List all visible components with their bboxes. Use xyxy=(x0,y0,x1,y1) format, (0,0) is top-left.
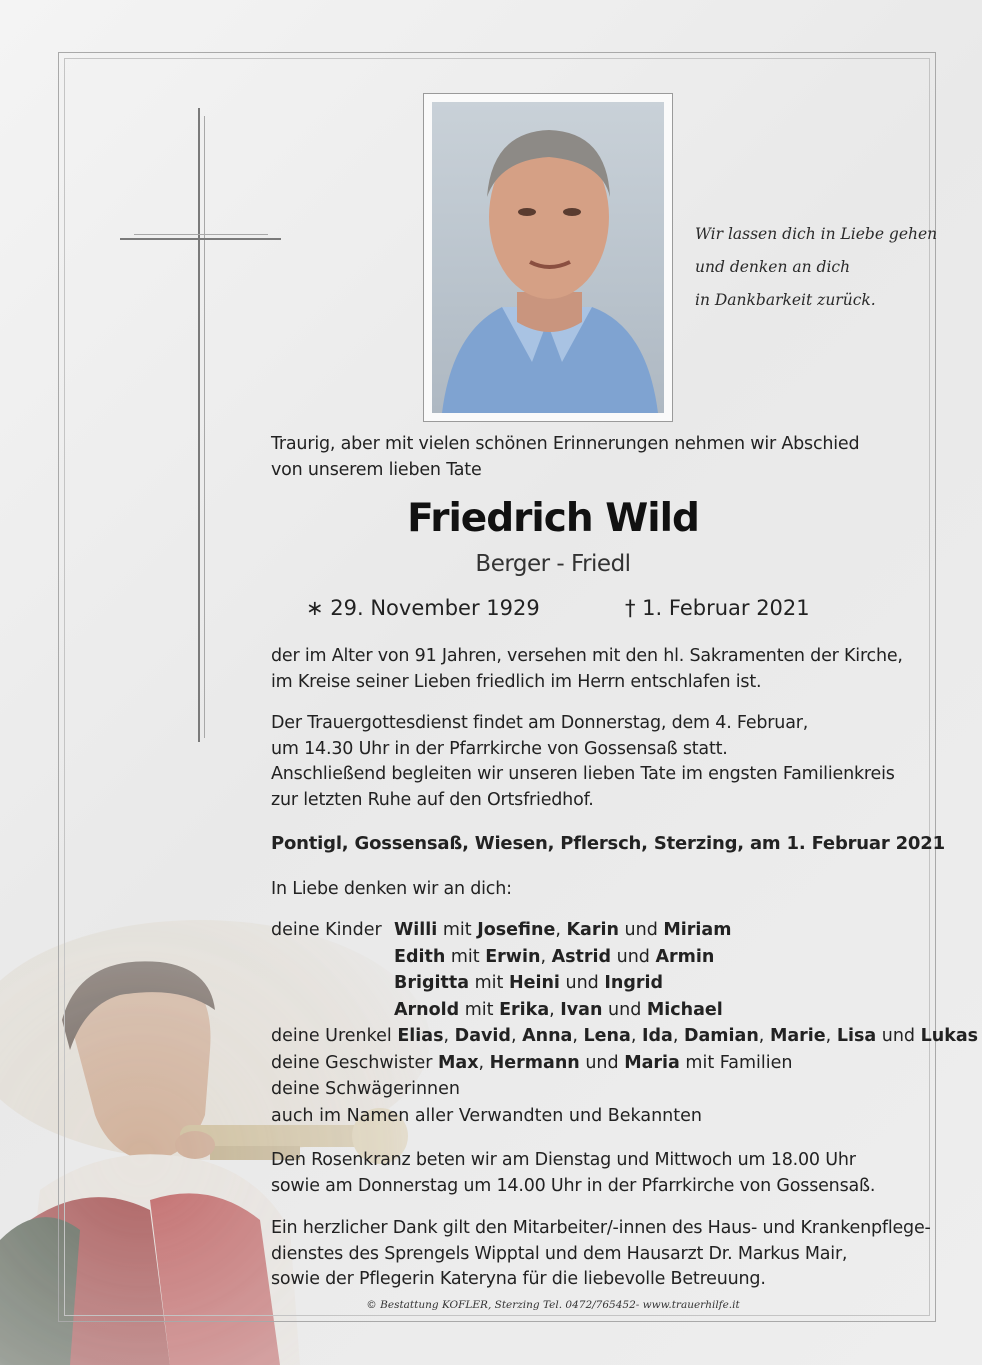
schwaegerinnen-line: deine Schwägerinnen xyxy=(271,1079,460,1099)
family-member-name: Brigitta xyxy=(394,973,470,993)
body-line: der im Alter von 91 Jahren, versehen mit den hl. Sakramenten der Kirche, xyxy=(271,646,903,666)
service-paragraph xyxy=(271,711,895,813)
place-date: Pontigl, Gossensaß, Wiesen, Pflersch, Sterzing, am 1. Februar 2021 xyxy=(271,833,945,854)
family-member-name: Ingrid xyxy=(604,973,664,993)
verse xyxy=(695,218,945,317)
family-member-name: David xyxy=(454,1026,511,1046)
family-connector: , xyxy=(630,1026,642,1046)
body-line: um 14.30 Uhr in der Pfarrkirche von Gossensaß statt. xyxy=(271,738,728,759)
body-line: im Kreise seiner Lieben friedlich im Herrn entschlafen ist. xyxy=(271,671,762,692)
family-member-name: Maria xyxy=(624,1052,680,1073)
family-member-name: Lisa xyxy=(836,1026,877,1046)
urenkel-line xyxy=(397,1026,978,1046)
family-connector: , xyxy=(478,1052,490,1073)
intro-line: von unserem lieben Tate xyxy=(271,459,482,480)
in-love-heading: In Liebe denken wir an dich: xyxy=(271,879,512,899)
family-member-name: Karin xyxy=(566,920,619,940)
death-date: † 1. Februar 2021 xyxy=(625,596,810,620)
family-connector: und xyxy=(559,973,605,993)
family-connector: , xyxy=(443,1026,455,1046)
family-member-name: Willi xyxy=(394,920,438,940)
geschwister-label: deine Geschwister xyxy=(271,1052,438,1073)
family-member-name: Damian xyxy=(683,1026,759,1046)
rosary-line: sowie am Donnerstag um 14.00 Uhr in der Pfarrkirche von Gossensaß. xyxy=(271,1175,876,1196)
body-line: Anschließend begleiten wir unseren lieben Tate im engsten Familienkreis xyxy=(271,764,895,784)
family-member-name: Anna xyxy=(522,1026,573,1046)
family-connector: , xyxy=(572,1026,584,1046)
family-member-name: Astrid xyxy=(551,946,612,967)
geschwister-line xyxy=(438,1053,792,1073)
portrait-photo xyxy=(432,102,664,413)
family-member-name: Hermann xyxy=(489,1052,580,1073)
kinder-line xyxy=(394,997,723,1024)
birth-date: ∗ 29. November 1929 xyxy=(306,596,540,620)
family-connector: , xyxy=(825,1026,837,1046)
family-member-name: Lukas xyxy=(920,1026,979,1046)
family-member-name: Erwin xyxy=(485,946,541,967)
family-connector: , xyxy=(555,920,567,940)
family-connector: und xyxy=(876,1026,921,1046)
thanks-line: dienstes des Sprengels Wipptal und dem Hausarzt Dr. Markus Mair, xyxy=(271,1243,848,1264)
verse-line: und denken an dich xyxy=(695,258,851,276)
family-connector: und xyxy=(602,999,647,1020)
kinder-line xyxy=(394,917,731,944)
family-member-name: Arnold xyxy=(394,999,460,1020)
family-member-name: Lena xyxy=(583,1026,631,1046)
footer-imprint: © Bestattung KOFLER, Sterzing Tel. 0472/765452- www.trauerhilfe.it xyxy=(366,1299,740,1311)
family-connector: und xyxy=(611,946,656,967)
family-connector: , xyxy=(672,1026,684,1046)
urenkel-label: deine Urenkel xyxy=(271,1026,398,1046)
family-connector: , xyxy=(540,946,552,967)
family-member-name: Ivan xyxy=(560,999,603,1020)
family-member-name: Miriam xyxy=(663,920,732,940)
verwandte-line: auch im Namen aller Verwandten und Bekannten xyxy=(271,1105,702,1126)
family-member-name: Edith xyxy=(394,946,446,967)
verse-line: in Dankbarkeit zurück. xyxy=(695,291,876,309)
intro-text xyxy=(271,432,859,483)
family-list xyxy=(271,917,978,1129)
thanks-paragraph xyxy=(271,1216,931,1293)
family-connector: mit xyxy=(459,999,500,1020)
kinder-line xyxy=(394,970,663,997)
kinder-line xyxy=(394,944,714,971)
rosary-paragraph xyxy=(271,1148,875,1199)
intro-line: Traurig, aber mit vielen schönen Erinnerungen nehmen wir Abschied xyxy=(271,434,860,454)
rosary-line: Den Rosenkranz beten wir am Dienstag und Mittwoch um 18.00 Uhr xyxy=(271,1150,856,1170)
family-connector: , xyxy=(758,1026,770,1046)
family-connector: und xyxy=(618,920,664,940)
thanks-line: sowie der Pflegerin Kateryna für die liebevolle Betreuung. xyxy=(271,1269,766,1289)
body-line: zur letzten Ruhe auf den Ortsfriedhof. xyxy=(271,789,594,810)
family-member-name: Erika xyxy=(499,999,550,1020)
family-member-name: Elias xyxy=(397,1026,444,1046)
family-connector: mit xyxy=(445,946,486,967)
family-connector: mit xyxy=(437,920,478,940)
portrait-photo-frame xyxy=(423,93,673,422)
family-member-name: Marie xyxy=(769,1026,826,1046)
family-member-name: Max xyxy=(438,1052,479,1073)
thanks-line: Ein herzlicher Dank gilt den Mitarbeiter/-innen des Haus- und Krankenpflege- xyxy=(271,1218,931,1238)
nickname: Berger - Friedl xyxy=(475,551,631,577)
family-member-name: Armin xyxy=(655,946,715,967)
family-connector: und xyxy=(579,1052,625,1073)
family-member-name: Ida xyxy=(641,1026,673,1046)
family-member-name: Heini xyxy=(508,973,560,993)
body-paragraph-1 xyxy=(271,644,903,695)
family-connector: mit Familien xyxy=(679,1052,793,1073)
family-connector: mit xyxy=(469,973,509,993)
family-connector: , xyxy=(549,999,561,1020)
family-member-name: Michael xyxy=(646,999,723,1020)
deceased-name: Friedrich Wild xyxy=(407,496,699,541)
body-line: Der Trauergottesdienst findet am Donnerstag, dem 4. Februar, xyxy=(271,713,809,733)
family-member-name: Josefine xyxy=(477,920,556,940)
family-connector: , xyxy=(510,1026,523,1046)
verse-line: Wir lassen dich in Liebe gehen xyxy=(695,225,938,243)
kinder-label: deine Kinder xyxy=(271,920,382,940)
